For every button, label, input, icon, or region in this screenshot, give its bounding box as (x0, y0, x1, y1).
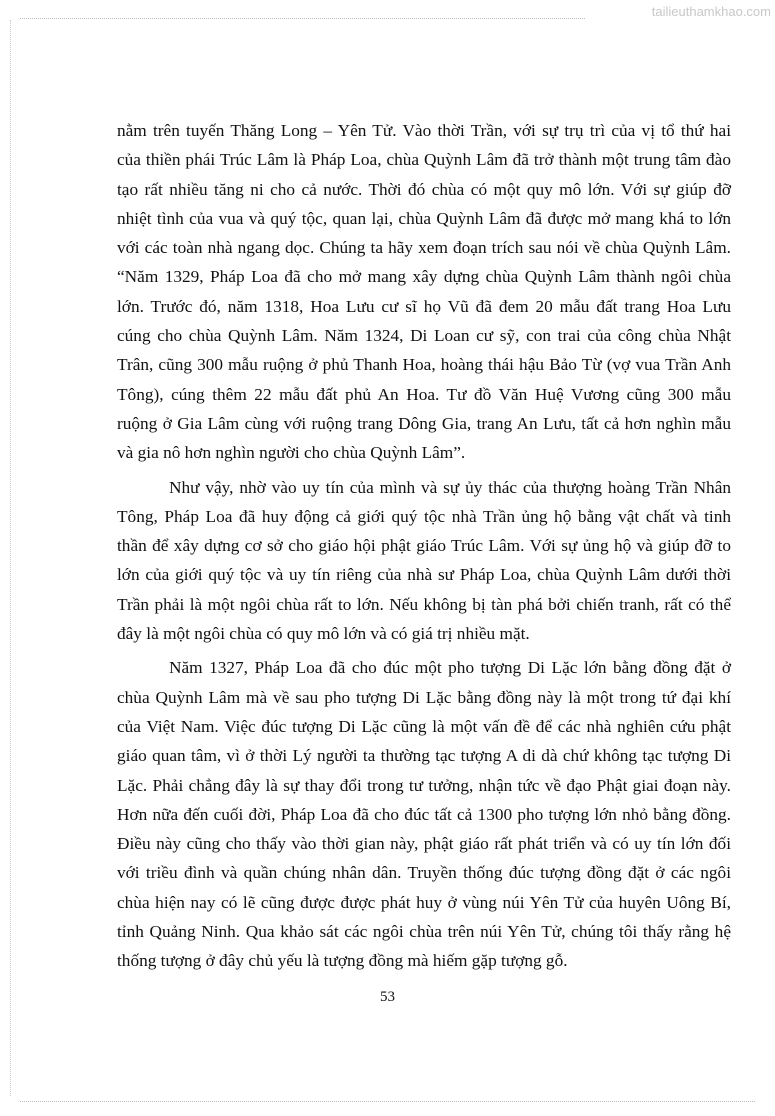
text-line: Tông), cúng thêm 22 mẫu đất phủ An Hoa. Tư đồ Văn Huệ Vương cũng 300 mẫu (117, 384, 731, 404)
text-line: Năm 1327, Pháp Loa đã cho đúc một pho tượng Di Lặc lớn bằng đồng đặt ở (169, 658, 731, 678)
text-line: với các toàn nhà ngang dọc. Chúng ta hãy xem đoạn trích sau nói về chùa Quỳnh Lâm. (117, 238, 731, 258)
text-line: giáo quan tâm, vì ở thời Lý người ta thường tạc tượng A di dà chứ không tạc tượng Di (117, 746, 731, 766)
scan-artifact-top (20, 10, 585, 19)
text-line: Tông, Pháp Loa đã huy động cả giới quý tộc nhà Trần ủng hộ bằng vật chất và tinh (117, 506, 731, 526)
text-line: thần để xây dựng cơ sở cho giáo hội phật giáo Trúc Lâm. Với sự ủng hộ và giúp đỡ to (117, 536, 731, 556)
text-line: chùa hiện nay có lẽ cũng được được phát huy ở vùng núi Yên Tử của huyên Uông Bí, (117, 892, 731, 912)
text-line: ruộng ở Gia Lâm cùng với ruộng trang Dông Gia, trang An Lưu, tất cả hơn nghìn mẫu (117, 413, 731, 433)
text-line: Hơn nữa đến cuối đời, Pháp Loa đã cho đúc tất cả 1300 pho tượng lớn nhỏ bằng đồng. (117, 804, 731, 824)
text-line: nằm trên tuyến Thăng Long – Yên Tử. Vào thời Trần, với sự trụ trì của vị tổ thứ hai (117, 121, 731, 140)
text-line: lớn. Trước đó, năm 1318, Hoa Lưu cư sĩ họ Vũ đã đem 20 mẫu đất trang Hoa Lưu (117, 296, 731, 316)
paragraph (117, 473, 731, 649)
watermark: tailieuthamkhao.com (651, 4, 771, 19)
text-line: Lặc. Phải chẳng đây là sự thay đổi trong tư tưởng, nhận tức về đạo Phật giai đoạn này. (117, 775, 731, 795)
text-line: tỉnh Quảng Ninh. Qua khảo sát các ngôi chùa trên núi Yên Tử, chúng tôi thấy rằng hệ (117, 922, 731, 942)
text-line: “Năm 1329, Pháp Loa đã cho mở mang xây dựng chùa Quỳnh Lâm thành ngôi chùa (117, 267, 731, 287)
text-line: cúng cho chùa Quỳnh Lâm. Năm 1324, Di Loan cư sỹ, con trai của công chùa Nhật (117, 326, 731, 346)
text-line: với triều đình và quần chúng nhân dân. Truyền thống đúc tượng đồng đặt ở các ngôi (117, 863, 731, 883)
scan-artifact-left (4, 20, 11, 1096)
text-line: Điều này cũng cho thấy vào thời gian này, phật giáo rất phát triển và có uy tín lớn đối (117, 834, 731, 854)
text-line: tạo rất nhiều tăng ni cho cả nước. Thời đó chùa có một quy mô lớn. Với sự giúp đỡ (117, 179, 731, 199)
text-line: Trân, cũng 300 mẫu ruộng ở phủ Thanh Hoa, hoàng thái hậu Bảo Từ (vợ vua Trần Anh (117, 355, 731, 375)
page-number: 53 (380, 989, 395, 1005)
text-line: Trần phải là một ngôi chùa rất to lớn. Nếu không bị tàn phá bởi chiến tranh, rất có thể (117, 594, 731, 614)
text-line: của thiền phái Trúc Lâm là Pháp Loa, chùa Quỳnh Lâm đã trở thành một trung tâm đào (117, 150, 731, 170)
paragraph (117, 116, 731, 468)
text-line: đây là một ngôi chùa có quy mô lớn và có giá trị nhiều mặt. (117, 624, 530, 644)
paragraph (117, 653, 731, 975)
text-line: thống tượng ở đây chủ yếu là tượng đồng mà hiếm gặp tượng gỗ. (117, 951, 568, 971)
text-line: Như vậy, nhờ vào uy tín của mình và sự ủy thác của thượng hoàng Trần Nhân (169, 477, 731, 497)
text-line: nhiệt tình của vua và quý tộc, quan lại, chùa Quỳnh Lâm đã được mở mang khá to lớn (117, 208, 731, 228)
scan-artifact-bottom (20, 1101, 755, 1110)
text-line: và gia nô hơn nghìn người cho chùa Quỳnh Lâm”. (117, 443, 466, 463)
text-line: của Việt Nam. Việc đúc tượng Di Lặc cũng là một vấn đề để các nhà nghiên cứu phật (117, 716, 731, 736)
text-line: lớn của giới quý tộc và uy tín riêng của nhà sư Pháp Loa, chùa Quỳnh Lâm dưới thời (117, 565, 731, 585)
document-body (117, 116, 731, 976)
text-line: chùa Quỳnh Lâm mà về sau pho tượng Di Lặc bằng đồng này là một trong tứ đại khí (117, 687, 731, 707)
